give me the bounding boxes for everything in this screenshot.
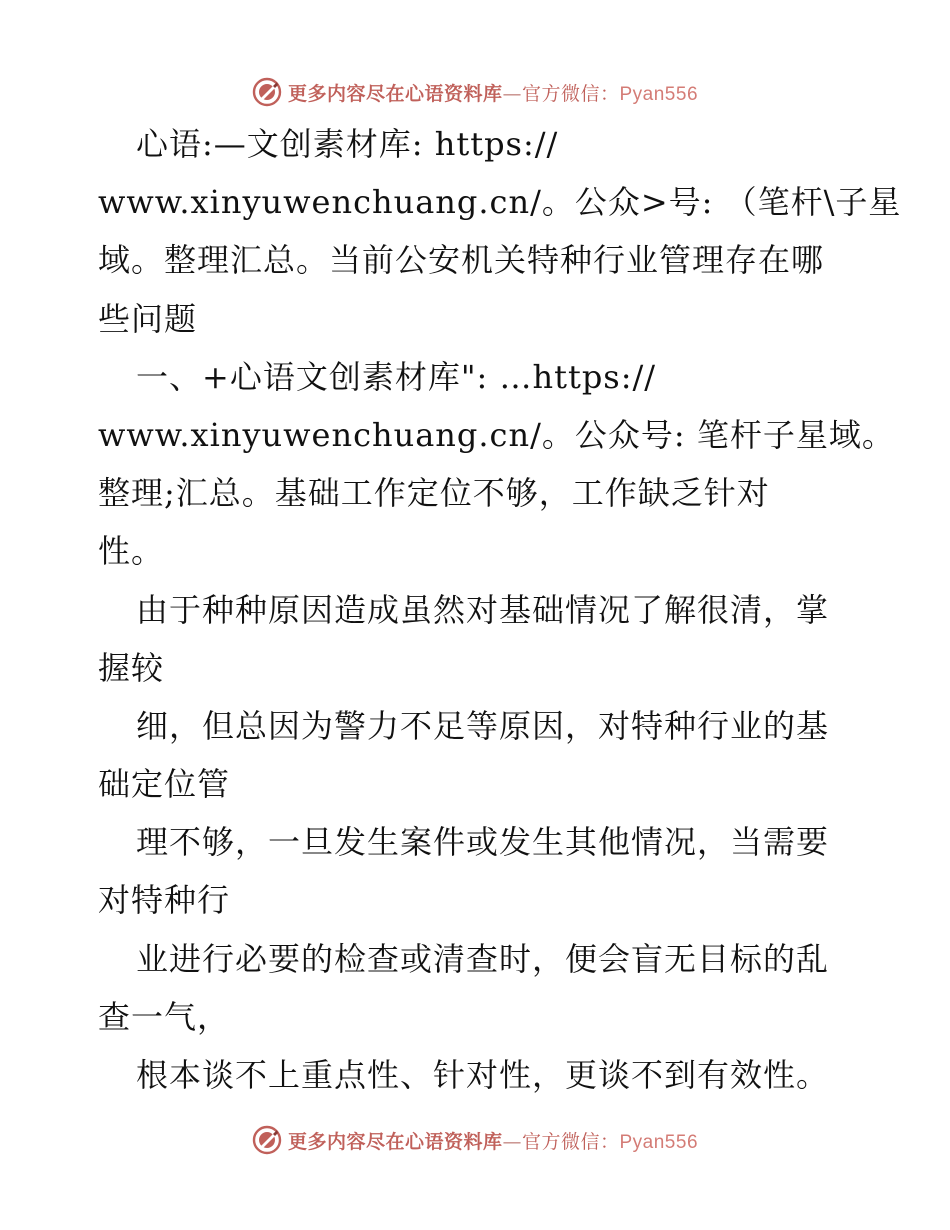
header-banner-id: Pyan556	[619, 83, 699, 105]
text-line: 根本谈不上重点性、针对性，更谈不到有效性。	[136, 1056, 830, 1094]
document-body	[98, 115, 902, 1104]
footer-banner-dash: —	[502, 1130, 522, 1153]
pen-logo-icon	[252, 77, 282, 107]
text-line: www.xinyuwenchuang.cn/。公众>号: （笔杆\子星	[98, 183, 902, 222]
text-line: 一、+心语文创素材库": …https://	[136, 357, 657, 396]
text-line: 业进行必要的检查或清查时，便会盲无目标的乱	[136, 939, 830, 978]
footer-banner	[0, 1120, 950, 1160]
footer-banner-main: 更多内容尽在心语资料库	[287, 1130, 503, 1153]
text-line: 查一气，	[98, 997, 231, 1036]
text-line: www.xinyuwenchuang.cn/。公众号: 笔杆子星域。	[98, 415, 895, 454]
header-banner-main: 更多内容尽在心语资料库	[287, 82, 503, 105]
text-line: 些问题	[98, 299, 198, 338]
text-line: 心语:—文创素材库: https://	[136, 125, 559, 163]
header-banner-dash: —	[502, 82, 522, 105]
text-line: 握较	[98, 648, 165, 687]
pen-logo-icon	[252, 1125, 282, 1155]
text-line: 对特种行	[98, 881, 231, 920]
header-banner-wechat: 官方微信：	[521, 82, 620, 105]
text-line: 性。	[98, 532, 165, 571]
text-line: 理不够，一旦发生案件或发生其他情况，当需要	[136, 823, 830, 862]
text-line: 由于种种原因造成虽然对基础情况了解很清，掌	[136, 590, 830, 629]
text-line: 细，但总因为警力不足等原因，对特种行业的基	[136, 706, 830, 745]
footer-banner-wechat: 官方微信：	[521, 1130, 620, 1153]
header-banner-text	[288, 79, 698, 106]
footer-banner-text	[288, 1127, 698, 1154]
text-line: 域。整理汇总。当前公安机关特种行业管理存在哪	[98, 241, 825, 280]
text-line: 础定位管	[98, 765, 231, 804]
footer-banner-id: Pyan556	[619, 1131, 699, 1153]
text-line: 整理;汇总。基础工作定位不够，工作缺乏针对	[98, 474, 770, 513]
header-banner	[0, 72, 950, 112]
